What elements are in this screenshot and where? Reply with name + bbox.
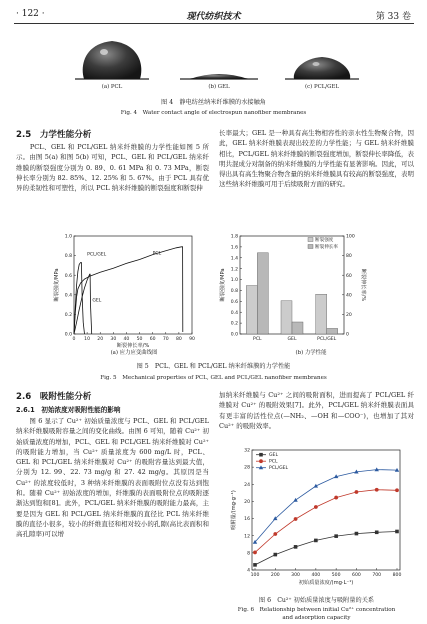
y-tick-label: 1.2 [230, 267, 238, 273]
fig4-label-c: (c) PCL/GEL [305, 84, 339, 90]
legend-label: PCL [269, 459, 278, 465]
x-tick-label: 10 [84, 337, 91, 342]
x-tick-label: 400 [311, 573, 321, 578]
y2-tick-label: 60 [346, 273, 352, 279]
legend-marker [259, 459, 263, 463]
pcl-gel-droplet [285, 57, 359, 80]
y-tick-label: 0.6 [230, 299, 238, 305]
y-tick-label: 0.6 [64, 273, 72, 279]
y-axis-label: 吸附量/(mg·g⁻¹) [231, 490, 237, 530]
y-tick-label: 0.4 [64, 293, 72, 299]
fig4-label-b: (b) GEL [208, 84, 230, 90]
x-tick-label: 800 [392, 573, 402, 578]
y-tick-label: 12 [244, 534, 250, 540]
x-tick-label: 500 [331, 573, 341, 578]
y-tick-label: 1.0 [64, 234, 72, 240]
data-point-gel [334, 534, 338, 538]
x-tick-label: 50 [136, 337, 143, 342]
y-tick-label: 1.8 [230, 234, 238, 240]
x-axis-label: 断裂伸长率/% [116, 343, 150, 349]
data-point-gel [273, 553, 277, 557]
data-point-pcl [314, 505, 318, 509]
x-tick-label: 100 [250, 573, 260, 578]
bar-strength-gel [281, 301, 292, 334]
bar-elongation-gel [292, 322, 303, 334]
fig5a-stress-strain-chart [50, 230, 200, 365]
y-tick-label: 0.8 [64, 254, 72, 260]
y-tick-label: 28 [244, 465, 250, 471]
x-tick-label: 0 [72, 337, 76, 342]
y-tick-label: 32 [244, 448, 250, 454]
data-point-pcl [294, 517, 298, 521]
category-label: PCL [253, 337, 262, 342]
y-axis-label: 断裂强度/MPa [220, 268, 226, 302]
gel-droplet [180, 74, 258, 80]
bar-strength-pcl-gel [316, 294, 327, 334]
y-tick-label: 0.8 [230, 289, 238, 295]
x-tick-label: 60 [149, 337, 156, 342]
data-point-pcl [253, 551, 257, 555]
y2-tick-label: 40 [346, 293, 352, 299]
y-tick-label: 0.2 [64, 313, 72, 318]
series-label-pcl-gel: PCL/GEL [87, 252, 107, 258]
data-point-gel [253, 563, 257, 567]
data-point-pcl [334, 496, 338, 500]
x-axis-label: 初始质量浓度/(mg·L⁻¹) [298, 580, 354, 586]
volume-label: 第 33 卷 [375, 12, 411, 22]
y-tick-label: 24 [244, 482, 250, 488]
series-label-pcl: PCL [152, 251, 162, 257]
series-line-pcl [255, 490, 397, 553]
fig6-caption-cn: 图 6 Cu²⁺ 初始质量浓度与吸附量的关系 [258, 597, 375, 604]
data-point-pcl-gel [293, 498, 297, 502]
plot-frame [74, 236, 192, 334]
series-label-gel: GEL [92, 298, 102, 304]
header-rule [14, 23, 414, 24]
data-point-pcl [395, 488, 399, 492]
fig5-caption-cn: 图 5 PCL、GEL 和 PCL/GEL 纳米纤维膜的力学性能 [136, 363, 291, 370]
y2-tick-label: 0 [346, 332, 349, 338]
y2-tick-label: 80 [346, 254, 352, 260]
category-label: GEL [287, 337, 297, 342]
x-tick-label: 700 [372, 573, 382, 578]
y-tick-label: 4 [247, 568, 250, 574]
y-tick-label: 1.0 [230, 278, 238, 284]
fig4-label-a: (a) PCL [101, 84, 123, 90]
data-point-gel [355, 532, 359, 536]
x-tick-label: 40 [123, 337, 130, 342]
section-2-5-right-paragraph: 长率最大；GEL 是一种具有高生物相容性的亲水性生物聚合物，因此，GEL 纳米纤维膜表现出较差的力学性能；与 GEL 纳米纤维膜相比，PCL/GEL 纳米纤维膜的断裂强度增加，断裂伸长率降低，表明共混成分对制备的纳米纤维膜的力学性能有显著影响。因此，可以得出具有高生物聚合物含量的纳米纤维膜具有较高的断裂强度，表明这些纳米纤维膜可用于后续吸附方面的研究。 [219, 129, 414, 189]
series-line-pcl-gel [74, 263, 85, 335]
fig5b-caption: (b) 力学性能 [295, 350, 327, 356]
y-axis-label: 断裂强度/MPa [54, 268, 60, 302]
legend-swatch [308, 245, 313, 249]
legend-marker [259, 453, 263, 457]
legend-swatch [308, 238, 313, 242]
x-tick-label: 90 [189, 337, 195, 342]
y-tick-label: 16 [244, 517, 250, 523]
y2-tick-label: 100 [346, 234, 355, 240]
x-tick-label: 20 [97, 337, 104, 342]
section-2-6-1-title: 2.6.1 初始浓度对吸附性能的影响 [16, 406, 121, 414]
x-tick-label: 300 [291, 573, 300, 578]
section-2-6-left-paragraph: 图 6 显示了 Cu²⁺ 初始质量浓度与 PCL、GEL 和 PCL/GEL 纳米纤维膜吸附容量之间的变化曲线。由图 6 可知，随着 Cu²⁺ 初始质量浓度的增加，PCL、GEL 和 PCL/GEL 纳米纤维膜对 Cu²⁺ 的吸附能力增加，当 Cu²⁺ 质量浓度为 600 mg/L 时，PCL、GEL 和 PCL/GEL 纳米纤维膜对 Cu²⁺ 的吸附容量达到最大值，分别为 12. 99、22. 73 mg/g 和 27. 42 mg/g。其原因是当 Cu²⁺ 的浓度较低时，3 种纳米纤维膜的表面吸附位点没有达到饱和。随着 Cu²⁺ 初始浓度的增加，纤维膜的表面吸附位点的吸附逐渐达到饱和[8]。此外，PCL/GEL 纳米纤维膜的吸附能力最高，主要是因为 GEL 和 PCL/GEL 纳米纤维膜的直径比 PCL 纳米纤维膜的直径小很多，较小的纤维直径和相对较小的孔隙(高比表面积和高孔隙率)可以增 [16, 417, 209, 539]
x-tick-label: 600 [352, 573, 361, 578]
y-tick-label: 8 [247, 551, 250, 557]
fig5a-caption: (a) 应力应变曲线图 [110, 350, 158, 356]
fig4-caption-cn: 图 4 静电纺丝纳米纤维膜的水接触角 [161, 99, 266, 106]
data-point-gel [395, 530, 399, 534]
data-point-pcl [273, 532, 277, 536]
fig6-caption-en-2: and adsorption capacity [282, 615, 351, 621]
legend-label: 断裂强度 [315, 238, 334, 243]
fig4-caption-en: Fig. 4 Water contact angle of electrospun nanofiber membranes [120, 110, 307, 116]
section-2-5-left-paragraph: PCL、GEL 和 PCL/GEL 纳米纤维膜的力学性能如图 5 所示。由图 5(a) 和图 5(b) 可知，PCL、GEL 和 PCL/GEL 纳米纤维膜的断裂强度分别为 0. 89、0. 61 MPa 和 0. 73 MPa，断裂伸长率分别为 82. 85%、12. 25% 和 5. 67%。由于 PCL 具有优异的柔韧性和可塑性，所以 PCL 纳米纤维膜的断裂强度和断裂伸 [16, 143, 209, 193]
fig5-caption-en: Fig. 5 Mechanical properties of PCL, GEL and PCL/GEL nanofiber membranes [100, 375, 327, 381]
fig5b-mechanical-bar-chart [216, 230, 386, 365]
bar-strength-pcl [246, 286, 257, 334]
pcl-droplet [75, 41, 149, 80]
y-tick-label: 1.6 [230, 245, 238, 251]
y-tick-label: 0.0 [64, 332, 72, 338]
x-tick-label: 80 [175, 337, 182, 342]
data-point-gel [314, 539, 318, 543]
fig6-adsorption-chart [226, 446, 406, 596]
bar-elongation-pcl-gel [327, 328, 338, 334]
y-tick-label: 0.4 [230, 310, 238, 316]
x-tick-label: 200 [270, 573, 280, 578]
data-point-pcl [375, 488, 379, 492]
journal-name: 现代纺织技术 [186, 12, 241, 22]
category-label: PCL/GEL [317, 337, 337, 342]
legend-label: PCL/GEL [269, 466, 289, 471]
y2-axis-label: 断裂伸长率/% [360, 268, 366, 302]
data-point-gel [375, 530, 379, 534]
x-tick-label: 70 [162, 337, 169, 342]
y2-tick-label: 20 [346, 313, 352, 318]
legend-label: 断裂伸长率 [315, 245, 338, 250]
x-tick-label: 30 [110, 337, 117, 342]
data-point-pcl [355, 490, 359, 494]
fig6-caption-en-1: Fig. 6 Relationship between initial Cu²⁺ concentration [237, 607, 396, 613]
y-tick-label: 1.4 [230, 256, 238, 262]
section-2-5-title: 2.5 力学性能分析 [16, 130, 92, 140]
y-tick-label: 0.0 [230, 332, 238, 338]
section-2-6-title: 2.6 吸附性能分析 [16, 392, 92, 402]
data-point-gel [294, 545, 298, 549]
bar-elongation-pcl [257, 253, 268, 334]
section-2-6-right-paragraph: 加纳米纤维膜与 Cu²⁺ 之间的吸附面积，进而提高了 PCL/GEL 纤维膜对 Cu²⁺ 的吸附效果[7]。此外，PCL/GEL 纳米纤维膜表面具有更丰富的活性位点(—NH₂、—OH 和—COO⁻)，也增加了其对 Cu²⁺ 的吸附效率。 [219, 391, 414, 430]
y-tick-label: 20 [244, 500, 250, 506]
y-tick-label: 0.2 [230, 321, 238, 327]
legend-label: GEL [269, 453, 279, 458]
page-number: · 122 · [16, 9, 45, 19]
series-line-gel [255, 532, 397, 565]
